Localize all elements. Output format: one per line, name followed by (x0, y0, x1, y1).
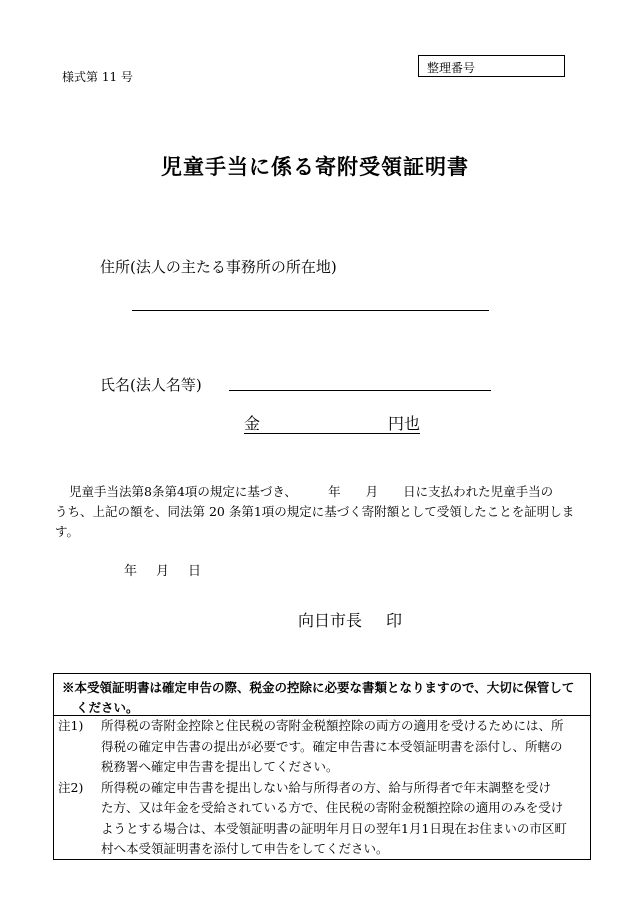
note-line: た方、又は年金を受給されている方で、住民税の寄附金税額控除の適用のみを受け (101, 800, 564, 815)
address-field-line (132, 310, 489, 311)
address-label: 住所(法人の主たる事務所の所在地) (100, 258, 337, 276)
note-text (101, 716, 587, 778)
amount-field (244, 411, 420, 434)
certification-line-2: うち、上記の額を、同法第 20 条第1項の規定に基づく寄附額として受領したことを証明しま (55, 504, 575, 519)
note-label: 注2) (58, 779, 84, 795)
reference-number-label: 整理番号 (427, 61, 476, 75)
date-day-label: 日 (188, 564, 202, 579)
note-label: 注1) (58, 718, 84, 733)
note-item-2 (54, 778, 590, 860)
note-item-1 (54, 716, 590, 778)
note-line: 所得税の寄附金控除と住民税の寄附金税額控除の両方の適用を受けるためには、所 (101, 718, 564, 733)
name-field-line (229, 390, 491, 391)
seal-mark: 印 (386, 611, 403, 630)
note-line: 所得税の確定申告書を提出しない給与所得者の方、給与所得者で年末調整を受け (101, 779, 552, 795)
notes-box (53, 673, 591, 860)
certification-line-3: す。 (55, 524, 80, 539)
mayor-signature (298, 608, 402, 631)
reference-number-box (418, 55, 565, 77)
important-notice (54, 674, 590, 716)
important-notice-line-2: ください。 (76, 700, 139, 715)
date-year-label: 年 (124, 564, 138, 579)
important-notice-line-1: ※本受領証明書は確定申告の際、税金の控除に必要な書類となりますので、大切に保管して (62, 680, 575, 695)
note-line: 得税の確定申告書の提出が必要です。確定申告書に本受領証明書を添付し、所轄の (101, 738, 563, 754)
note-line: 税務署へ確定申告書を提出してください。 (101, 759, 339, 774)
date-month-label: 月 (156, 564, 170, 579)
name-label: 氏名(法人名等) (100, 376, 202, 394)
certification-line-1: 児童手当法第8条第4項の規定に基づき、 年 月 日に支払われた児童手当の (69, 484, 554, 499)
mayor-title: 向日市長 (298, 611, 363, 630)
certification-text (55, 482, 577, 542)
document-title: 児童手当に係る寄附受領証明書 (161, 154, 469, 179)
note-text (101, 778, 587, 860)
note-line: ようとする場合は、本受領証明書の証明年月日の翌年1月1日現在お住まいの市区町 (101, 820, 567, 836)
amount-suffix: 円也 (387, 414, 420, 433)
form-number: 様式第 11 号 (62, 70, 133, 84)
amount-prefix: 金 (244, 414, 261, 433)
note-line: 村へ本受領証明書を添付して申告をしてください。 (101, 841, 389, 856)
issue-date (124, 560, 201, 579)
